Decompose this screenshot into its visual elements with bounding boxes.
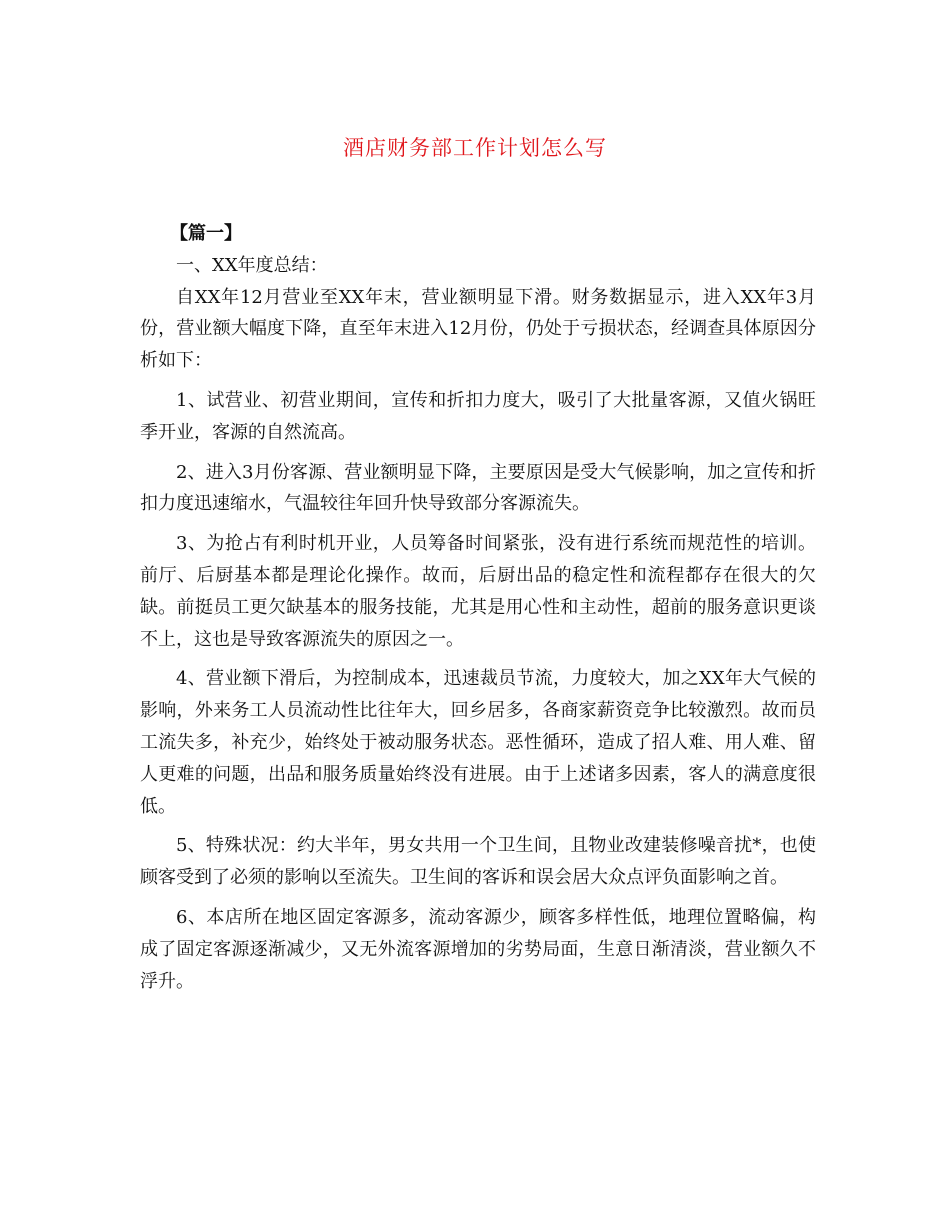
section-heading: 一、XX年度总结： [176,254,328,276]
document-body [140,218,816,997]
paragraph-point-1: 1、试营业、初营业期间，宣传和折扣力度大，吸引了大批量客源，又值火锅旺季开业，客源的自然流高。 [140,389,816,443]
paragraph-point-2: 2、进入3月份客源、营业额明显下降，主要原因是受大气候影响，加之宣传和折扣力度迅速缩水，气温较往年回升快导致部分客源流失。 [140,461,816,515]
paragraph-point-4: 4、营业额下滑后，为控制成本，迅速裁员节流，力度较大，加之XX年大气候的影响，外来务工人员流动性比往年大，回乡居多，各商家薪资竞争比较激烈。故而员工流失多，补充少，始终处于被动服务状态。恶性循环，造成了招人难、用人难、留人更难的问题，出品和服务质量始终没有进展。由于上述诸多因素，客人的满意度很低。 [140,668,816,817]
paragraph-intro: 自XX年12月营业至XX年末，营业额明显下滑。财务数据显示，进入XX年3月份，营业额大幅度下降，直至年末进入12月份，仍处于亏损状态，经调查具体原因分析如下： [140,286,816,372]
document-title: 酒店财务部工作计划怎么写 [343,136,607,160]
section-marker: 【篇一】 [170,223,242,244]
paragraph-point-3: 3、为抢占有利时机开业，人员筹备时间紧张，没有进行系统而规范性的培训。前厅、后厨基本都是理论化操作。故而，后厨出品的稳定性和流程都存在很大的欠缺。前挺员工更欠缺基本的服务技能，尤其是用心性和主动性，超前的服务意识更谈不上，这也是导致客源流失的原因之一。 [140,533,816,650]
paragraph-point-6: 6、本店所在地区固定客源多，流动客源少，顾客多样性低，地理位置略偏，构成了固定客源逐渐减少，又无外流客源增加的劣势局面，生意日渐清淡，营业额久不浮升。 [140,906,816,992]
paragraph-point-5: 5、特殊状况：约大半年，男女共用一个卫生间，且物业改建装修噪音扰*，也使顾客受到了必须的影响以至流失。卫生间的客诉和误会居大众点评负面影响之首。 [140,835,816,889]
